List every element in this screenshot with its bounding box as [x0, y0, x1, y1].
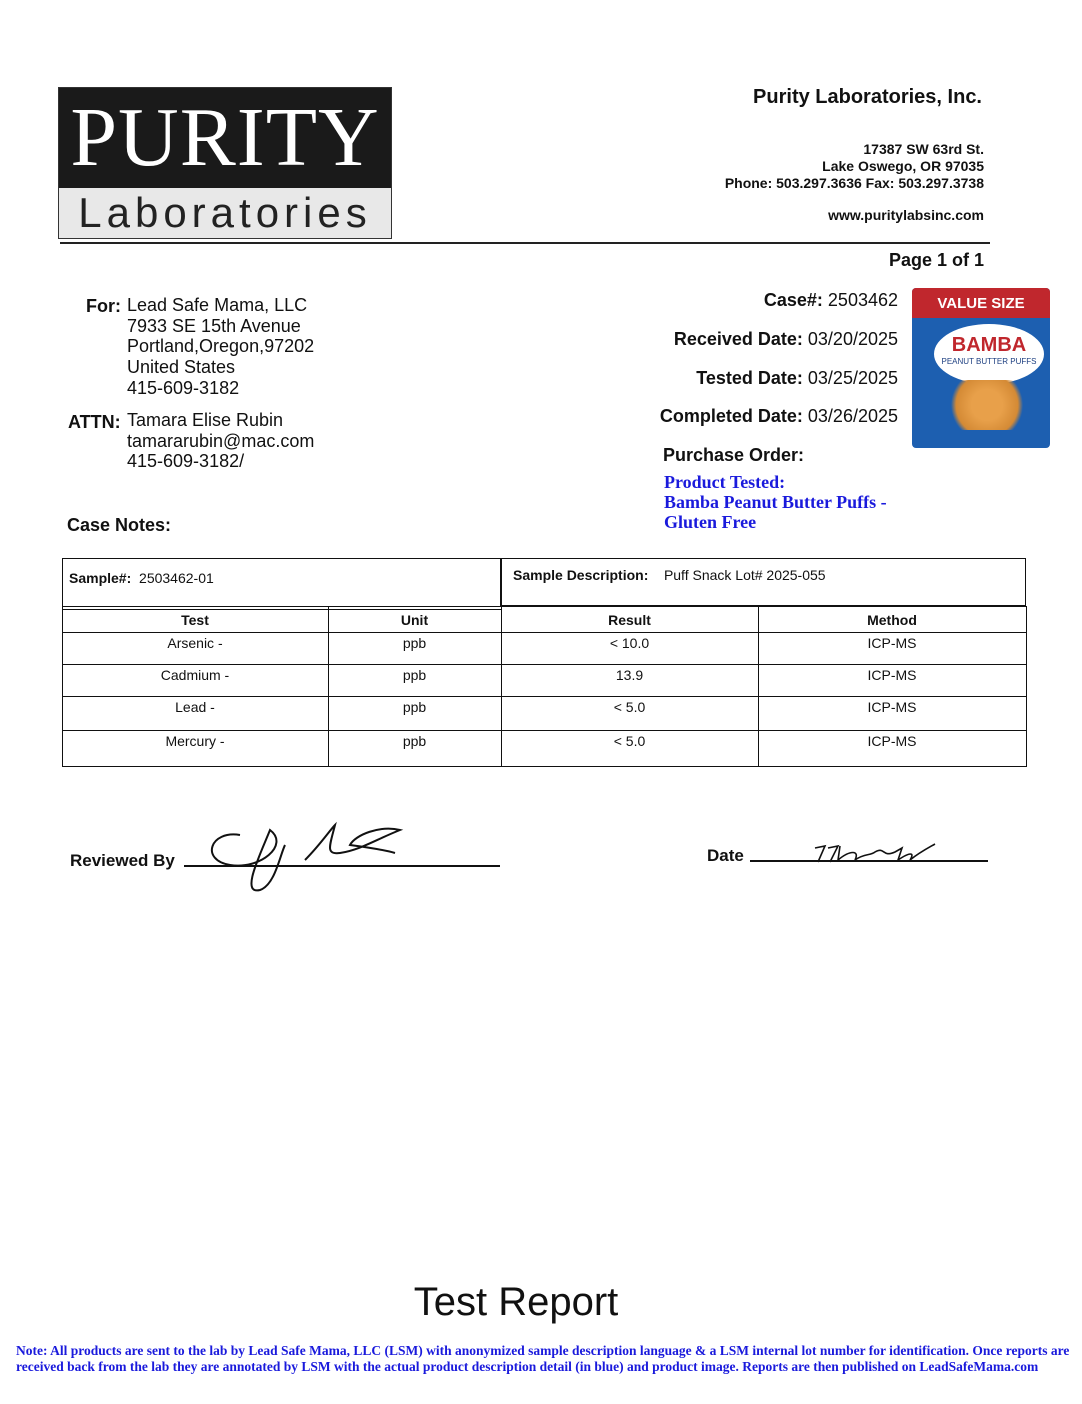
cell-value: Mercury - — [165, 733, 225, 749]
column-header: Test — [181, 612, 209, 628]
purity-logo — [58, 87, 392, 239]
product-variant: Gluten Free — [664, 512, 757, 532]
report-title: Test Report — [413, 1280, 619, 1324]
case-label: Case#: — [763, 290, 823, 310]
header-divider — [60, 242, 990, 244]
cell-value: ppb — [402, 635, 427, 651]
sample-description — [513, 567, 826, 583]
puffs-illustration — [942, 380, 1032, 430]
cell-value: ICP-MS — [867, 699, 917, 715]
tested-label: Tested Date: — [696, 368, 803, 388]
lab-street: 17387 SW 63rd St. — [863, 141, 984, 157]
cell-value: ICP-MS — [867, 733, 917, 749]
sample-number-label: Sample#: — [69, 570, 132, 586]
lab-city: Lake Oswego, OR 97035 — [822, 158, 984, 174]
for-label: For: — [86, 296, 121, 316]
attn-contact — [127, 410, 314, 472]
client-address — [127, 295, 314, 399]
case-notes-label: Case Notes: — [67, 515, 172, 535]
cell-value: ppb — [402, 733, 427, 749]
column-header: Method — [867, 612, 917, 628]
tested-value: 03/25/2025 — [807, 368, 898, 388]
disclaimer-note: Note: All products are sent to the lab by Lead Safe Mama, LLC (LSM) with anonymized sample description language & a LSM internal lot number for identification. Once reports are received back from the lab they are annotated by LSM with the actual product description detail (in blue) and product image. Reports are then published on LeadSafeMama.com — [16, 1343, 1070, 1374]
bag-label — [934, 324, 1044, 384]
lab-name: Purity Laboratories, Inc. — [753, 86, 982, 108]
received-label: Received Date: — [673, 329, 803, 349]
cell-value: ICP-MS — [867, 635, 917, 651]
date-signature — [810, 838, 940, 866]
cell-value: Arsenic - — [167, 635, 223, 651]
product-tested — [664, 472, 887, 532]
completed-value: 03/26/2025 — [807, 406, 898, 426]
cell-value: < 5.0 — [613, 699, 646, 715]
client-name: Lead Safe Mama, LLC — [127, 295, 308, 315]
lab-website: www.puritylabsinc.com — [828, 207, 984, 223]
reviewer-signature — [200, 815, 410, 900]
sample-description-label: Sample Description: — [513, 567, 649, 583]
cell-value: Lead - — [175, 699, 215, 715]
product-tested-label: Product Tested: — [664, 472, 786, 492]
product-image — [912, 288, 1050, 448]
cell-value: ICP-MS — [867, 667, 917, 683]
attn-phone: 415-609-3182/ — [127, 451, 245, 472]
attn-label: ATTN: — [68, 412, 121, 432]
logo-laboratories: Laboratories — [59, 188, 391, 238]
lab-phone: Phone: 503.297.3636 Fax: 503.297.3738 — [724, 175, 984, 191]
completed-label: Completed Date: — [659, 406, 803, 426]
bag-brand: BAMBA — [951, 334, 1027, 356]
case-info — [660, 290, 898, 426]
sample-number-value: 2503462-01 — [139, 570, 214, 586]
attn-name: Tamara Elise Rubin — [127, 410, 284, 430]
bag-subtitle: PEANUT BUTTER PUFFS — [941, 357, 1037, 366]
purchase-order-label: Purchase Order: — [663, 445, 805, 465]
client-street: 7933 SE 15th Avenue — [127, 315, 301, 336]
sample-number — [69, 570, 214, 586]
logo-purity: PURITY — [59, 88, 391, 188]
column-header: Unit — [400, 612, 429, 628]
received-value: 03/20/2025 — [807, 329, 898, 349]
reviewed-by-label: Reviewed By — [70, 851, 175, 870]
cell-value: 13.9 — [615, 667, 644, 683]
cell-value: ppb — [402, 667, 427, 683]
client-city: Portland,Oregon,97202 — [127, 336, 315, 357]
cell-value: Cadmium - — [160, 667, 230, 683]
cell-value: ppb — [402, 699, 427, 715]
product-name: Bamba Peanut Butter Puffs - — [664, 492, 887, 512]
case-value: 2503462 — [827, 290, 898, 310]
sample-description-value: Puff Snack Lot# 2025-055 — [663, 567, 826, 583]
client-phone: 415-609-3182 — [127, 377, 240, 398]
client-country: United States — [127, 357, 236, 378]
cell-value: < 5.0 — [613, 733, 646, 749]
date-label: Date — [707, 846, 744, 865]
bag-banner: VALUE SIZE — [912, 288, 1050, 318]
attn-email: tamararubin@mac.com — [127, 430, 315, 451]
column-header: Result — [608, 612, 651, 628]
lab-address — [725, 141, 984, 192]
cell-value: < 10.0 — [609, 635, 650, 651]
page-number: Page 1 of 1 — [888, 250, 984, 270]
